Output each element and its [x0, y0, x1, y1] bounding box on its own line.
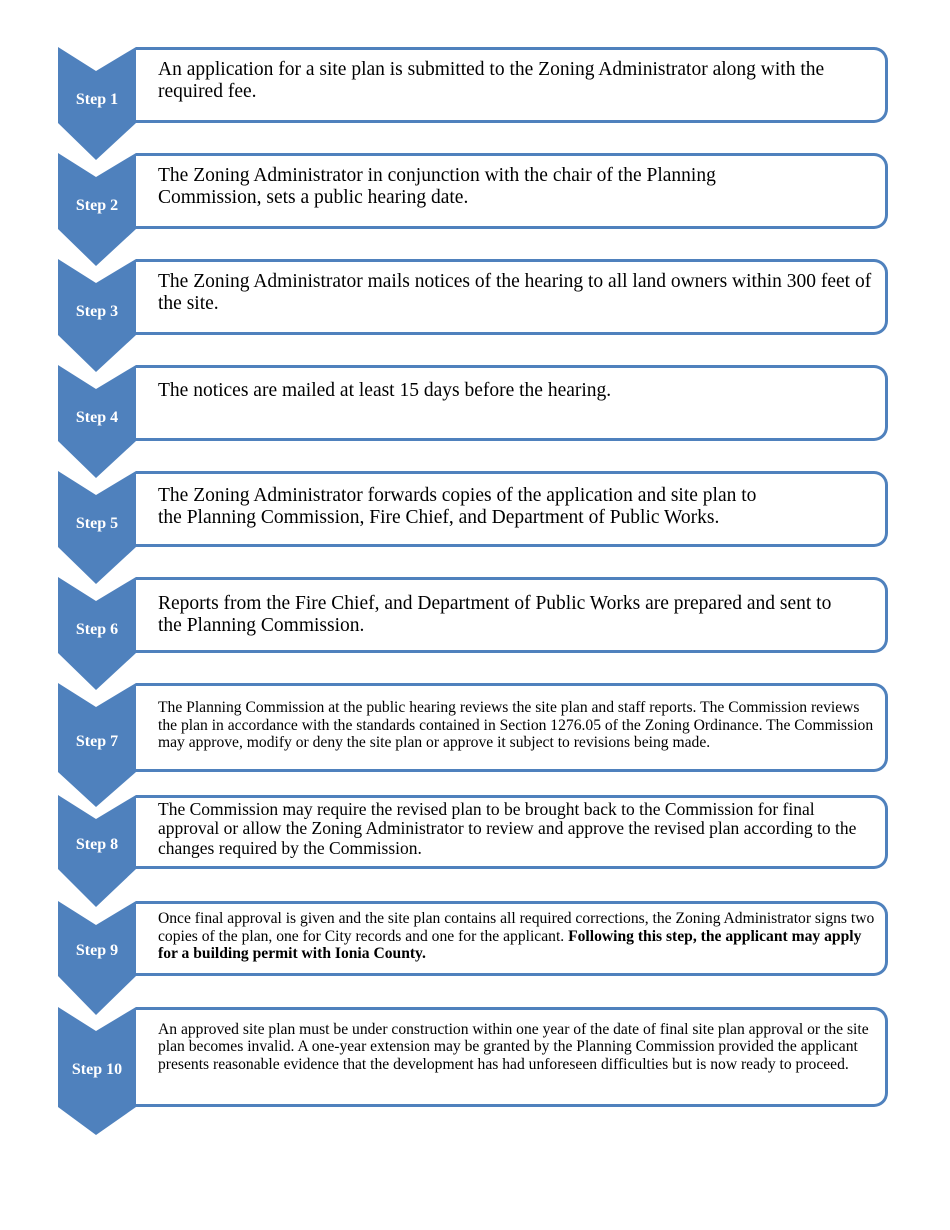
step-4-box: [136, 365, 888, 441]
step-8-label: Step 8: [75, 836, 119, 853]
step-7-box: [136, 683, 888, 772]
step-3-text: The Zoning Administrator mails notices of the hearing to all land owners within 300 feet of the site.: [158, 271, 872, 314]
step-10-label: Step 10: [71, 1061, 123, 1078]
step-5-box: [136, 471, 888, 547]
step-5-label: Step 5: [75, 515, 119, 532]
step-4-text: The notices are mailed at least 15 days before the hearing.: [158, 380, 612, 401]
step-3-label: Step 3: [75, 303, 119, 320]
step-9-text: [158, 910, 879, 962]
step-8-text: The Commission may require the revised plan to be brought back to the Commission for final approval or allow the Zoning Administrator to review and approve the revised plan according to the changes required by the Commission.: [158, 798, 857, 858]
step-1-text: An application for a site plan is submitted to the Zoning Administrator along with the required fee.: [158, 59, 825, 102]
step-9-box: [136, 901, 888, 976]
step-10-box: [136, 1007, 888, 1107]
step-7-label: Step 7: [75, 733, 119, 750]
step-2-label: Step 2: [75, 197, 119, 214]
step-4-label: Step 4: [75, 409, 119, 426]
step-6-text: Reports from the Fire Chief, and Department of Public Works are prepared and sent to the Planning Commission.: [158, 593, 832, 636]
step-3-box: [136, 259, 888, 335]
step-9-text-bold: Following this step, the applicant may apply for a building permit with Ionia County.: [158, 927, 862, 963]
step-7-text: The Planning Commission at the public hearing reviews the site plan and staff reports. The Commission reviews the plan in accordance with the standards contained in Section 1276.05 of the Zoning Ordinance. The Commission may approve, modify or deny the site plan or approve it subject to revisions being made.: [158, 699, 874, 752]
step-1-box: [136, 47, 888, 123]
step-2-box: [136, 153, 888, 229]
step-8-box: [136, 795, 888, 869]
step-2-text: The Zoning Administrator in conjunction with the chair of the Planning Commission, sets a public hearing date.: [158, 165, 716, 208]
step-6-label: Step 6: [75, 621, 119, 638]
step-1-label: Step 1: [75, 91, 119, 108]
step-10-text: An approved site plan must be under construction within one year of the date of final site plan approval or the site plan becomes invalid. A one-year extension may be granted by the Planning Commission provided the applicant presents reasonable evidence that the development has had unforeseen difficulties but is now ready to proceed.: [158, 1020, 869, 1073]
step-9-label: Step 9: [75, 942, 119, 959]
step-6-box: [136, 577, 888, 653]
step-5-text: The Zoning Administrator forwards copies of the application and site plan to the Planning Commission, Fire Chief, and Department of Public Works.: [158, 485, 757, 528]
step-9-text-regular: Once final approval is given and the site plan contains all required corrections, the Zoning Administrator signs two copies of the plan, one for City records and one for the applicant.: [158, 910, 875, 945]
